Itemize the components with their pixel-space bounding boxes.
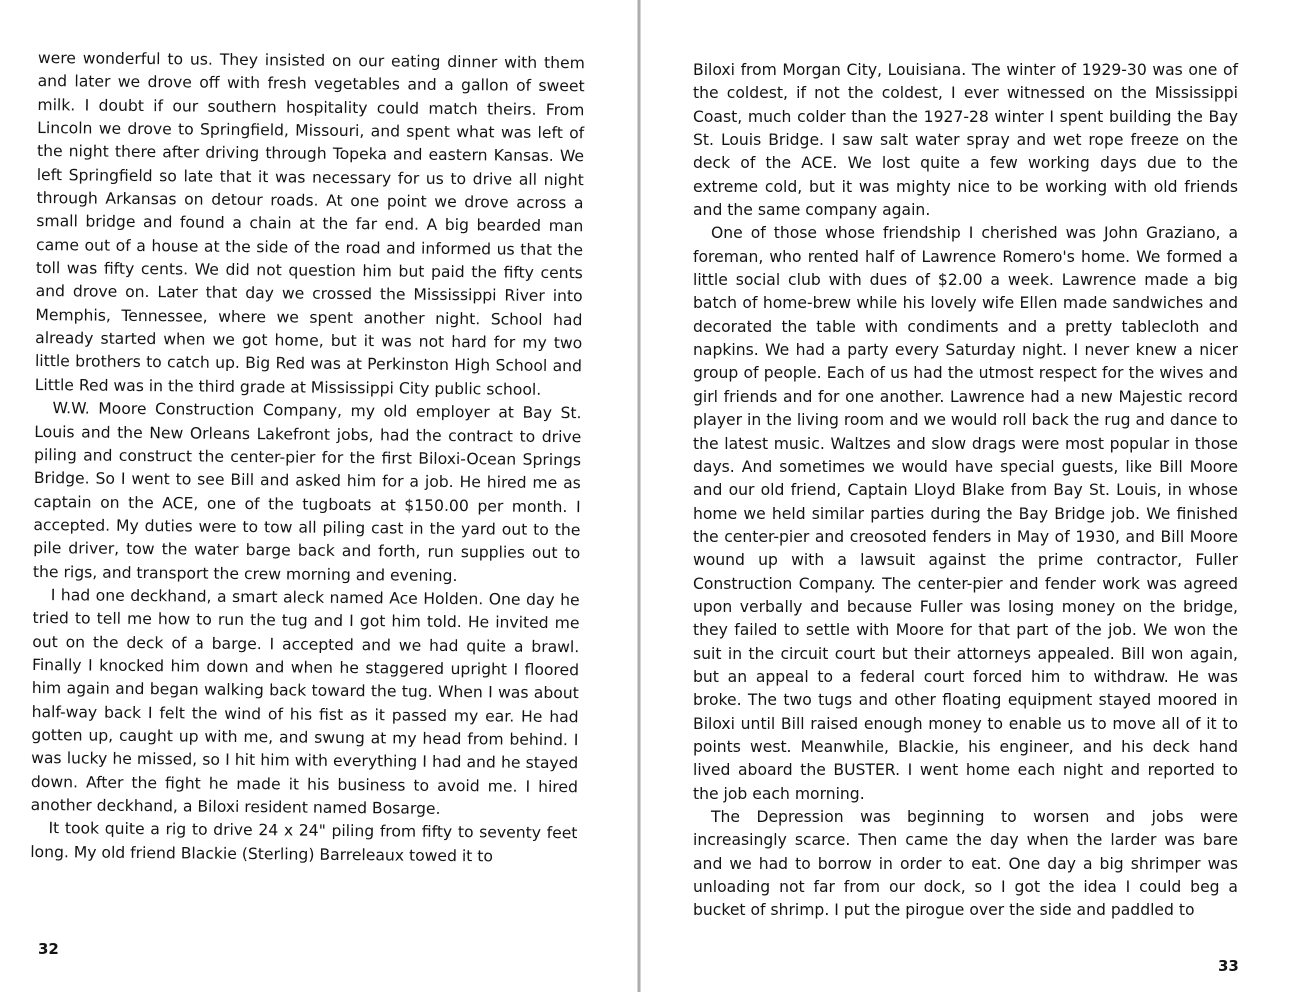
right-paragraph-3: The Depression was beginning to worsen and jobs were increasingly scarce. Then came the day when the larder was bare and we had to borrow in order to eat. One day a big shrimper was unloading not far from our dock, so I got the idea I could beg a bucket of shrimp. I put the pirogue over the side and paddled to	[693, 808, 1238, 920]
book-gutter	[637, 0, 641, 992]
right-paragraph-2: One of those whose friendship I cherished was John Graziano, a foreman, who rented half of Lawrence Romero's home. We formed a little social club with dues of $2.00 a week. Lawrence made a big batch of home-brew while his lovely wife Ellen made sandwiches and decorated the table with condiments and a pretty tablecloth and napkins. We had a party every Saturday night. I never knew a nicer group of people. Each of us had the utmost respect for the wives and girl friends and for one another. Lawrence had a new Majestic record player in the living room and we would roll back the rug and dance to the latest music. Waltzes and slow drags were most popular in those days. And sometimes we would have special guests, like Bill Moore and our old friend, Captain Lloyd Blake from Bay St. Louis, in whose home we held similar parties during the Bay Bridge job. We finished the center-pier and creosoted fenders in May of 1930, and Bill Moore wound up with a lawsuit against the prime contractor, Fuller Construction Company. The center-pier and fender work was agreed upon verbally and because Fuller was losing money on the bridge, they failed to settle with Moore for that part of the job. We won the suit in the circuit court but their attorneys appealed. Bill won again, but an appeal to a federal court forced him to withdraw. He was broke. The two tugs and other floating equipment stayed moored in Biloxi until Bill raised enough money to enable us to move all of it to points west. Meanwhile, Blackie, his engineer, and his deck hand lived aboard the BUSTER. I went home each night and reported to the job each morning.	[693, 224, 1238, 803]
right-page	[642, 0, 1292, 992]
right-page-text	[693, 59, 1238, 923]
right-page-number: 33	[1218, 957, 1239, 975]
left-page-number: 32	[38, 940, 59, 958]
left-paragraph-1: were wonderful to us. They insisted on our eating dinner with them and later we drove off with fresh vegetables and a gallon of sweet milk. I doubt if our southern hospitality could match theirs. From Lincoln we drove to Springfield, Missouri, and spent what was left of the night there after driving through Topeka and eastern Kansas. We left Springfield so late that it was necessary for us to drive all night through Arkansas on detour roads. At one point we drove across a small bridge and found a chain at the far end. A big bearded man came out of a house at the side of the road and informed us that the toll was fifty cents. We did not question him but paid the fifty cents and drove on. Later that day we crossed the Mississippi River into Memphis, Tennessee, where we spent another night. School had already started when we got home, but it was not hard for my two little brothers to catch up. Big Red was at Perkinston High School and Little Red was in the third grade at Mississippi City public school.	[34, 48, 585, 399]
left-paragraph-4: It took quite a rig to drive 24 x 24" piling from fifty to seventy feet long. My old friend Blackie (Sterling) Barreleaux towed it to	[30, 819, 578, 866]
right-paragraph-1: Biloxi from Morgan City, Louisiana. The winter of 1929-30 was one of the coldest, if not the coldest, I ever witnessed on the Mississippi Coast, much colder than the 1927-28 winter I spent building the Bay St. Louis Bridge. I saw salt water spray and wet rope freeze on the deck of the ACE. We lost quite a few working days due to the extreme cold, but it was mighty nice to be working with old friends and the same company again.	[693, 61, 1238, 220]
left-page	[0, 0, 636, 992]
left-paragraph-2: W.W. Moore Construction Company, my old employer at Bay St. Louis and the New Orleans Lakefront jobs, had the contract to drive piling and construct the center-pier for the first Biloxi-Ocean Springs Bridge. So I went to see Bill and asked him for a job. He hired me as captain on the ACE, one of the tugboats at $150.00 per month. I accepted. My duties were to tow all piling cast in the yard out to the pile driver, tow the water barge back and forth, run supplies out to the rigs, and transport the crew morning and evening.	[32, 399, 582, 585]
left-paragraph-3: I had one deckhand, a smart aleck named Ace Holden. One day he tried to tell me how to run the tug and I got him told. He invited me out on the deck of a barge. I accepted and we had quite a brawl. Finally I knocked him down and when he staggered upright I floored him again and began walking back toward the tug. When I was about half-way back I felt the wind of his fist as it passed my ear. He had gotten up, caught up with me, and swung at my head from behind. I was lucky he missed, so I hit him with everything I had and he stayed down. After the fight he made it his business to avoid me. I hired another deckhand, a Biloxi resident named Bosarge.	[30, 586, 580, 818]
left-page-text	[30, 47, 585, 869]
